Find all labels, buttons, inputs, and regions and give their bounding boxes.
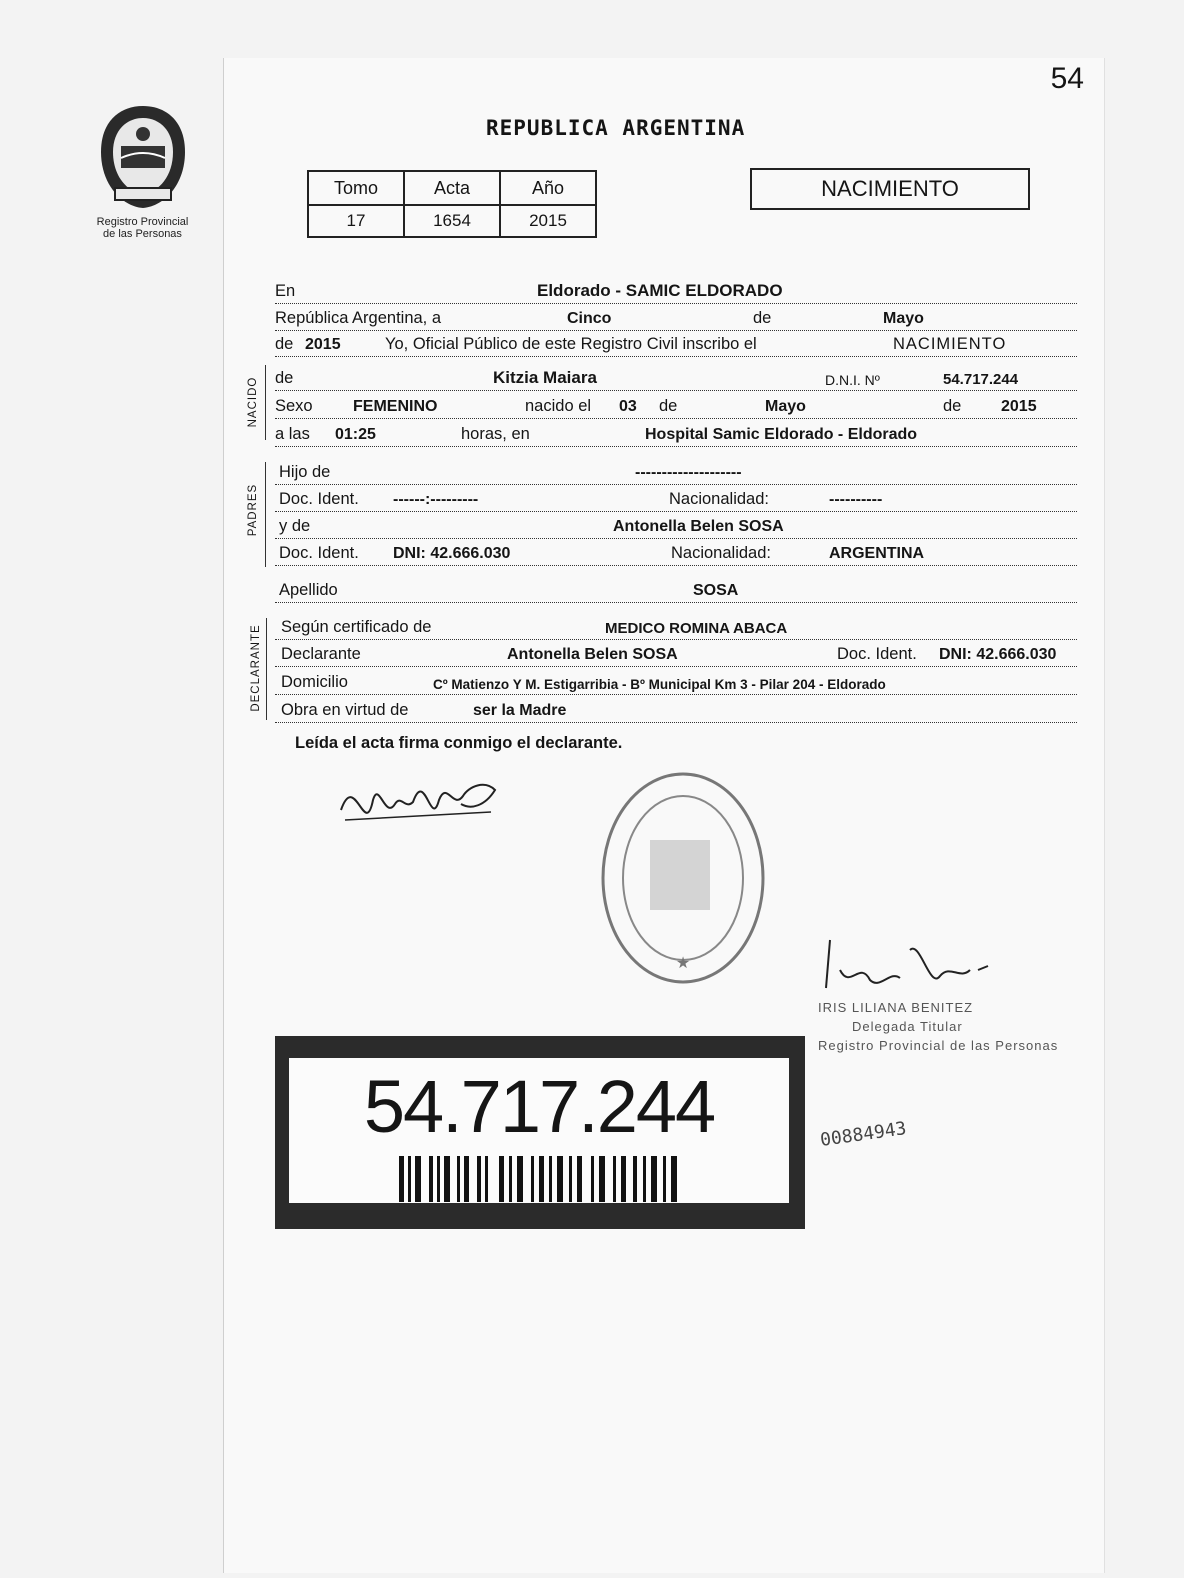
- serial-number: 00884943: [818, 1118, 908, 1151]
- section-declarante: DECLARANTE: [250, 624, 262, 712]
- official-title: Delegada Titular: [852, 1019, 963, 1034]
- value-acta: 1654: [404, 205, 500, 237]
- declarant-signature: [335, 760, 505, 850]
- value-act-kind: NACIMIENTO: [893, 335, 1007, 353]
- act-type-box: NACIMIENTO: [750, 168, 1030, 210]
- row-year: [275, 330, 1077, 357]
- row-place: [275, 277, 1077, 304]
- value-mother-nat: ARGENTINA: [829, 545, 925, 562]
- value-decl-doc: DNI: 42.666.030: [939, 646, 1057, 663]
- label-a-las: a las: [275, 425, 310, 443]
- label-nacido-el: nacido el: [525, 397, 592, 415]
- label-doc-father: Doc. Ident.: [279, 490, 359, 508]
- value-father-doc: ------:---------: [393, 491, 479, 508]
- section-padres: PADRES: [247, 483, 259, 537]
- value-name: Kitzia Maiara: [493, 368, 597, 387]
- row-mother: [275, 512, 1077, 539]
- row-time: [275, 420, 1077, 447]
- row-domicilio: [275, 668, 1077, 695]
- label-official-text: Yo, Oficial Público de este Registro Civil inscribo el: [385, 335, 757, 353]
- value-cert: MEDICO ROMINA ABACA: [605, 620, 788, 637]
- value-birth-place: Hospital Samic Eldorado - Eldorado: [645, 426, 918, 443]
- official-office: Registro Provincial de las Personas: [818, 1038, 1059, 1053]
- value-dni: 54.717.244: [943, 371, 1019, 388]
- logo-caption-1: Registro Provincial: [96, 216, 189, 228]
- row-obra: [275, 696, 1077, 723]
- value-year: 2015: [305, 336, 341, 353]
- id-label: [275, 1036, 805, 1229]
- value-mother: Antonella Belen SOSA: [613, 518, 784, 535]
- registry-logo: [80, 102, 205, 240]
- value-sexo: FEMENINO: [353, 398, 438, 415]
- official-seal: [598, 768, 768, 988]
- value-time: 01:25: [335, 426, 376, 443]
- value-domicilio: Cº Matienzo Y M. Estigarribia - Bº Municipal Km 3 - Pilar 204 - Eldorado: [433, 677, 886, 692]
- svg-text:★: ★: [675, 955, 691, 972]
- row-mother-doc: [275, 539, 1077, 566]
- value-obra: ser la Madre: [473, 702, 567, 719]
- barcode-icon: [399, 1156, 679, 1202]
- label-horas: horas, en: [461, 425, 530, 443]
- row-sex: [275, 392, 1077, 419]
- label-en: En: [275, 282, 296, 300]
- label-obra: Obra en virtud de: [281, 701, 409, 719]
- label-de-3: de: [943, 397, 962, 415]
- registry-table: [307, 170, 597, 238]
- page-number: 54: [1050, 62, 1084, 95]
- label-decl-doc: Doc. Ident.: [837, 645, 917, 663]
- label-nac-father: Nacionalidad:: [669, 490, 769, 508]
- row-cert: [275, 613, 1077, 640]
- row-apellido: [275, 576, 1077, 603]
- row-name: [275, 364, 1077, 391]
- value-birth-year: 2015: [1001, 398, 1037, 415]
- value-mother-doc: DNI: 42.666.030: [393, 545, 511, 562]
- header-acta: Acta: [404, 171, 500, 205]
- official-signature: [810, 930, 1010, 1000]
- label-de-2: de: [659, 397, 678, 415]
- label-doc-mother: Doc. Ident.: [279, 544, 359, 562]
- value-father-nat: ----------: [829, 491, 883, 508]
- row-father-doc: [275, 485, 1077, 512]
- label-nac-mother: Nacionalidad:: [671, 544, 771, 562]
- value-place: Eldorado - SAMIC ELDORADO: [537, 281, 783, 300]
- label-name-de: de: [275, 369, 294, 387]
- label-dni: D.N.I. Nº: [825, 372, 880, 388]
- row-father: [275, 458, 1077, 485]
- value-declarante: Antonella Belen SOSA: [507, 646, 678, 663]
- section-nacido: NACIDO: [247, 376, 259, 428]
- logo-caption-2: de las Personas: [103, 228, 182, 240]
- value-father: --------------------: [635, 464, 742, 481]
- label-apellido: Apellido: [279, 581, 338, 599]
- label-sexo: Sexo: [275, 397, 313, 415]
- value-tomo: 17: [308, 205, 404, 237]
- closing-statement: Leída el acta firma conmigo el declarante.: [295, 734, 623, 752]
- value-ano: 2015: [500, 205, 596, 237]
- value-apellido: SOSA: [693, 582, 739, 599]
- official-block: [818, 998, 1058, 1055]
- value-day-words: Cinco: [567, 310, 612, 327]
- header-ano: Año: [500, 171, 596, 205]
- label-y-de: y de: [279, 517, 311, 535]
- value-month: Mayo: [883, 310, 924, 327]
- row-date: [275, 304, 1077, 331]
- official-name: IRIS LILIANA BENITEZ: [818, 1000, 974, 1015]
- label-cert: Según certificado de: [281, 618, 432, 636]
- document-title: REPUBLICA ARGENTINA: [486, 116, 746, 140]
- label-declarante: Declarante: [281, 645, 361, 663]
- label-hijo-de: Hijo de: [279, 463, 331, 481]
- header-tomo: Tomo: [308, 171, 404, 205]
- label-republica: República Argentina, a: [275, 309, 442, 327]
- value-birth-day: 03: [619, 398, 637, 415]
- row-declarante: [275, 640, 1077, 667]
- label-de-year: de: [275, 335, 294, 353]
- label-domicilio: Domicilio: [281, 673, 348, 691]
- provincial-seal-icon: [95, 102, 191, 212]
- label-de: de: [753, 309, 772, 327]
- value-birth-month: Mayo: [765, 398, 806, 415]
- id-number: 54.717.244: [363, 1065, 715, 1148]
